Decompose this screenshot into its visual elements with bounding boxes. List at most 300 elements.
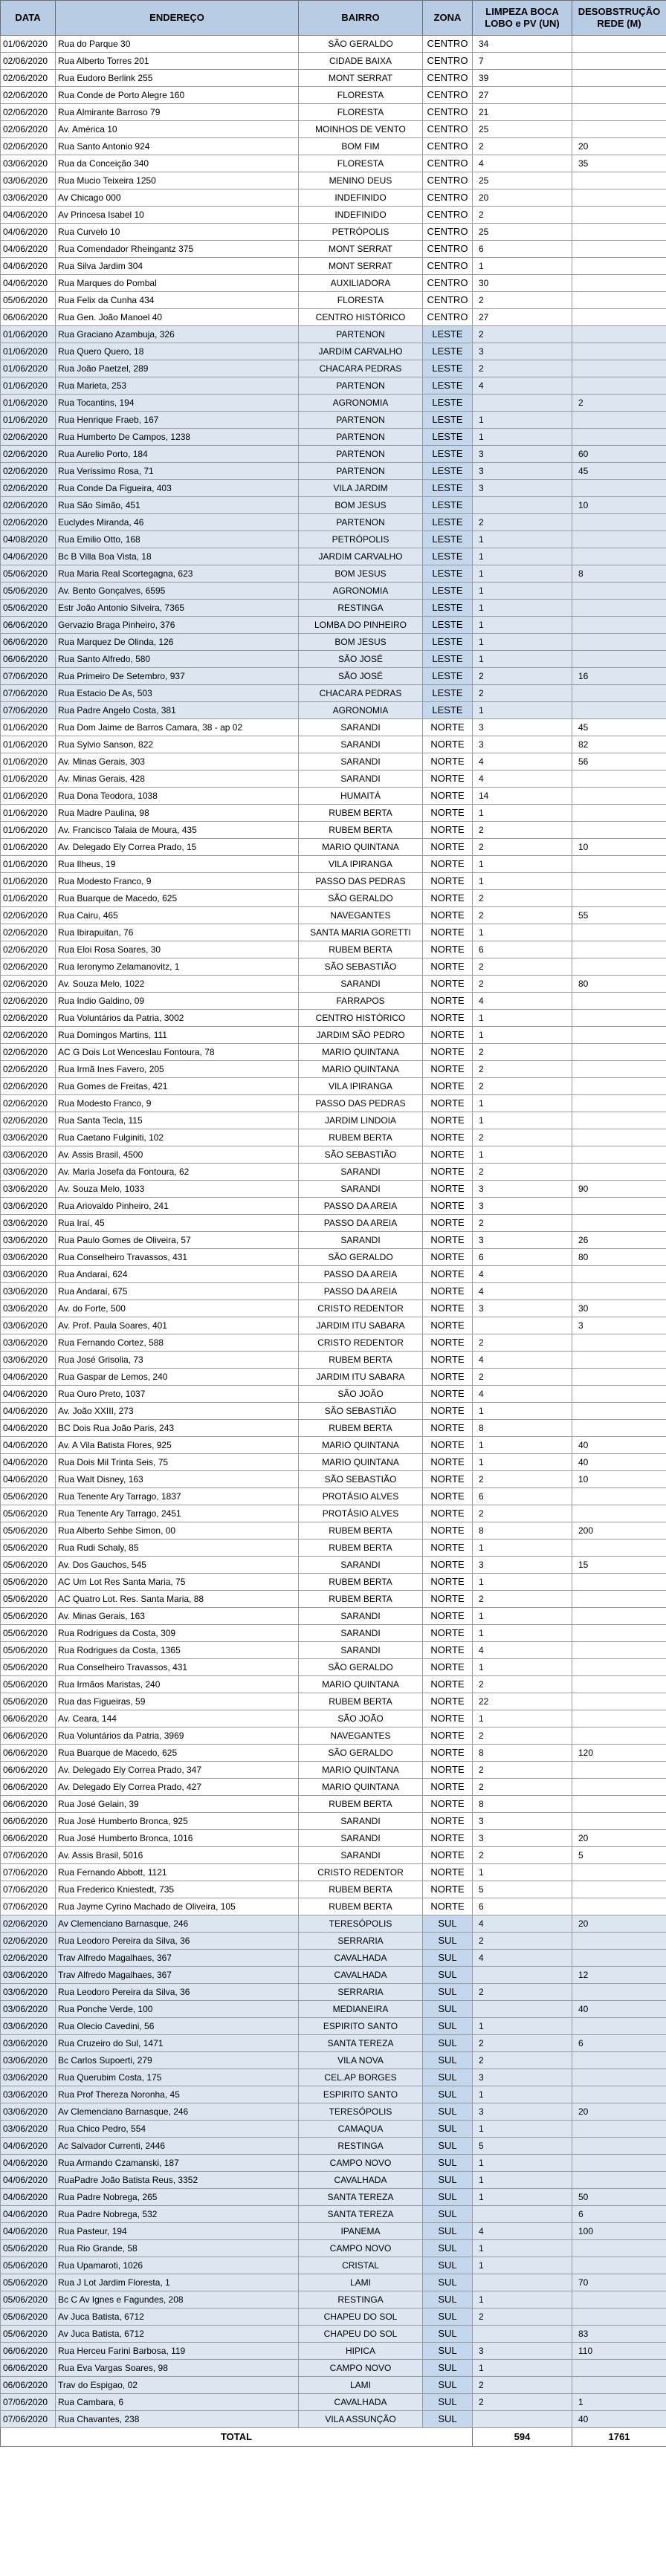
cell-zona: LESTE bbox=[423, 600, 473, 617]
cell-data: 02/06/2020 bbox=[1, 1044, 56, 1061]
cell-limpeza: 1 bbox=[473, 583, 572, 600]
cell-limpeza: 25 bbox=[473, 121, 572, 138]
cell-zona: NORTE bbox=[423, 1249, 473, 1266]
cell-endereco: Av Chicago 000 bbox=[56, 189, 299, 207]
cell-desobstrucao: 26 bbox=[572, 1232, 666, 1249]
cell-endereco: Euclydes Miranda, 46 bbox=[56, 514, 299, 531]
table-row bbox=[1, 1659, 666, 1676]
table-row bbox=[1, 770, 666, 788]
cell-desobstrucao bbox=[572, 822, 666, 839]
cell-zona: NORTE bbox=[423, 1454, 473, 1471]
cell-zona: CENTRO bbox=[423, 172, 473, 189]
cell-desobstrucao bbox=[572, 2155, 666, 2172]
cell-limpeza: 4 bbox=[473, 155, 572, 172]
cell-desobstrucao bbox=[572, 241, 666, 258]
cell-zona: LESTE bbox=[423, 548, 473, 565]
cell-endereco: Rua Primeiro De Setembro, 937 bbox=[56, 668, 299, 685]
cell-limpeza bbox=[473, 2001, 572, 2018]
table-row bbox=[1, 2257, 666, 2274]
cell-data: 03/06/2020 bbox=[1, 1215, 56, 1232]
cell-zona: NORTE bbox=[423, 1044, 473, 1061]
cell-bairro: PARTENON bbox=[299, 377, 423, 395]
cell-limpeza: 22 bbox=[473, 1693, 572, 1710]
cell-bairro: TERESÓPOLIS bbox=[299, 2103, 423, 2121]
cell-limpeza: 2 bbox=[473, 685, 572, 702]
cell-bairro: SÃO GERALDO bbox=[299, 1659, 423, 1676]
cell-bairro: RUBEM BERTA bbox=[299, 941, 423, 958]
table-row bbox=[1, 839, 666, 856]
table-row bbox=[1, 702, 666, 719]
cell-data: 04/06/2020 bbox=[1, 275, 56, 292]
cell-data: 02/06/2020 bbox=[1, 1933, 56, 1950]
cell-desobstrucao bbox=[572, 258, 666, 275]
table-row bbox=[1, 497, 666, 514]
cell-desobstrucao bbox=[572, 1403, 666, 1420]
table-row bbox=[1, 1146, 666, 1164]
table-row bbox=[1, 788, 666, 805]
cell-zona: NORTE bbox=[423, 1574, 473, 1591]
cell-limpeza: 7 bbox=[473, 53, 572, 70]
cell-data: 02/06/2020 bbox=[1, 446, 56, 463]
cell-endereco: Rua José Humberto Bronca, 925 bbox=[56, 1813, 299, 1830]
cell-data: 05/06/2020 bbox=[1, 2326, 56, 2343]
cell-zona: NORTE bbox=[423, 1078, 473, 1095]
cell-limpeza: 2 bbox=[473, 514, 572, 531]
cell-limpeza: 6 bbox=[473, 1249, 572, 1266]
cell-zona: CENTRO bbox=[423, 224, 473, 241]
cell-bairro: JARDIM ITU SABARA bbox=[299, 1317, 423, 1334]
cell-data: 01/06/2020 bbox=[1, 753, 56, 770]
cell-zona: LESTE bbox=[423, 531, 473, 548]
cell-limpeza: 2 bbox=[473, 668, 572, 685]
cell-limpeza: 3 bbox=[473, 343, 572, 360]
table-row bbox=[1, 1915, 666, 1933]
cell-zona: NORTE bbox=[423, 1659, 473, 1676]
cell-bairro: PROTÁSIO ALVES bbox=[299, 1505, 423, 1522]
cell-desobstrucao: 1 bbox=[572, 2394, 666, 2411]
cell-endereco: Rua Cairu, 465 bbox=[56, 907, 299, 924]
cell-bairro: CRISTAL bbox=[299, 2257, 423, 2274]
table-row bbox=[1, 2172, 666, 2189]
cell-limpeza: 1 bbox=[473, 429, 572, 446]
table-row bbox=[1, 1334, 666, 1352]
table-row bbox=[1, 719, 666, 736]
table-row bbox=[1, 1813, 666, 1830]
cell-zona: LESTE bbox=[423, 463, 473, 480]
cell-zona: CENTRO bbox=[423, 292, 473, 309]
cell-data: 03/06/2020 bbox=[1, 2018, 56, 2035]
cell-zona: SUL bbox=[423, 2018, 473, 2035]
cell-zona: NORTE bbox=[423, 1608, 473, 1625]
cell-endereco: Rua Modesto Franco, 9 bbox=[56, 873, 299, 890]
cell-desobstrucao: 200 bbox=[572, 1522, 666, 1540]
cell-zona: LESTE bbox=[423, 412, 473, 429]
cell-zona: CENTRO bbox=[423, 189, 473, 207]
table-row bbox=[1, 1950, 666, 1967]
cell-zona: NORTE bbox=[423, 1710, 473, 1727]
cell-endereco: Rua Upamaroti, 1026 bbox=[56, 2257, 299, 2274]
cell-limpeza: 1 bbox=[473, 2291, 572, 2309]
cell-bairro: RESTINGA bbox=[299, 2291, 423, 2309]
cell-limpeza: 1 bbox=[473, 2257, 572, 2274]
cell-desobstrucao: 55 bbox=[572, 907, 666, 924]
cell-bairro: RUBEM BERTA bbox=[299, 1693, 423, 1710]
cell-data: 04/06/2020 bbox=[1, 1369, 56, 1386]
table-row bbox=[1, 1881, 666, 1898]
cell-desobstrucao: 120 bbox=[572, 1745, 666, 1762]
cell-desobstrucao bbox=[572, 514, 666, 531]
cell-desobstrucao bbox=[572, 1146, 666, 1164]
cell-limpeza bbox=[473, 1967, 572, 1984]
cell-limpeza: 1 bbox=[473, 1095, 572, 1112]
table-row bbox=[1, 2035, 666, 2052]
cell-limpeza: 1 bbox=[473, 1146, 572, 1164]
cell-endereco: Rua Madre Paulina, 98 bbox=[56, 805, 299, 822]
cell-limpeza: 2 bbox=[473, 1847, 572, 1864]
cell-bairro: MOINHOS DE VENTO bbox=[299, 121, 423, 138]
cell-limpeza: 30 bbox=[473, 275, 572, 292]
cell-desobstrucao bbox=[572, 1266, 666, 1283]
cell-data: 06/06/2020 bbox=[1, 2343, 56, 2360]
table-row bbox=[1, 309, 666, 326]
cell-desobstrucao bbox=[572, 1198, 666, 1215]
cell-desobstrucao: 40 bbox=[572, 1437, 666, 1454]
cell-endereco: Rua Marques do Pombal bbox=[56, 275, 299, 292]
cell-bairro: PARTENON bbox=[299, 463, 423, 480]
cell-desobstrucao bbox=[572, 2309, 666, 2326]
cell-zona: NORTE bbox=[423, 1266, 473, 1283]
cell-data: 06/06/2020 bbox=[1, 1813, 56, 1830]
cell-limpeza: 1 bbox=[473, 565, 572, 583]
cell-data: 05/06/2020 bbox=[1, 292, 56, 309]
cell-data: 02/06/2020 bbox=[1, 429, 56, 446]
cell-zona: NORTE bbox=[423, 1010, 473, 1027]
cell-limpeza: 2 bbox=[473, 1471, 572, 1488]
cell-bairro: PARTENON bbox=[299, 326, 423, 343]
cell-zona: SUL bbox=[423, 2069, 473, 2086]
cell-bairro: MEDIANEIRA bbox=[299, 2001, 423, 2018]
table-row bbox=[1, 822, 666, 839]
cell-limpeza: 2 bbox=[473, 958, 572, 976]
cell-desobstrucao: 35 bbox=[572, 155, 666, 172]
cell-bairro: PARTENON bbox=[299, 446, 423, 463]
table-row bbox=[1, 976, 666, 993]
cell-data: 01/06/2020 bbox=[1, 770, 56, 788]
cell-limpeza: 3 bbox=[473, 2069, 572, 2086]
cell-zona: SUL bbox=[423, 2172, 473, 2189]
cell-endereco: Av Juca Batista, 6712 bbox=[56, 2326, 299, 2343]
cell-data: 04/06/2020 bbox=[1, 1437, 56, 1454]
cell-data: 02/06/2020 bbox=[1, 1078, 56, 1095]
header-zona: ZONA bbox=[423, 1, 473, 36]
cell-data: 02/06/2020 bbox=[1, 70, 56, 87]
cell-desobstrucao: 82 bbox=[572, 736, 666, 753]
cell-endereco: Rua Tenente Ary Tarrago, 2451 bbox=[56, 1505, 299, 1522]
table-row bbox=[1, 1574, 666, 1591]
cell-limpeza: 1 bbox=[473, 1864, 572, 1881]
cell-endereco: Bc B Villa Boa Vista, 18 bbox=[56, 548, 299, 565]
cell-data: 03/06/2020 bbox=[1, 1266, 56, 1283]
cell-data: 02/06/2020 bbox=[1, 138, 56, 155]
cell-endereco: Rua Almirante Barroso 79 bbox=[56, 104, 299, 121]
cell-desobstrucao bbox=[572, 172, 666, 189]
cell-bairro: SÃO SEBASTIÃO bbox=[299, 1403, 423, 1420]
cell-data: 03/06/2020 bbox=[1, 172, 56, 189]
cell-bairro: CAVALHADA bbox=[299, 1950, 423, 1967]
table-row bbox=[1, 1471, 666, 1488]
cell-desobstrucao: 12 bbox=[572, 1967, 666, 1984]
table-row bbox=[1, 1745, 666, 1762]
cell-endereco: Rua Gen. João Manoel 40 bbox=[56, 309, 299, 326]
cell-data: 04/06/2020 bbox=[1, 2206, 56, 2223]
table-row bbox=[1, 70, 666, 87]
cell-data: 07/06/2020 bbox=[1, 702, 56, 719]
cell-data: 06/06/2020 bbox=[1, 2377, 56, 2394]
cell-desobstrucao bbox=[572, 360, 666, 377]
cell-desobstrucao bbox=[572, 36, 666, 53]
cell-endereco: Av. Delegado Ely Correa Prado, 347 bbox=[56, 1762, 299, 1779]
cell-zona: SUL bbox=[423, 2274, 473, 2291]
cell-limpeza: 1 bbox=[473, 548, 572, 565]
cell-bairro: SÃO GERALDO bbox=[299, 1745, 423, 1762]
cell-zona: NORTE bbox=[423, 924, 473, 941]
cell-endereco: Rua Caetano Fulginiti, 102 bbox=[56, 1129, 299, 1146]
table-row bbox=[1, 1061, 666, 1078]
cell-bairro: RUBEM BERTA bbox=[299, 1574, 423, 1591]
cell-desobstrucao: 50 bbox=[572, 2189, 666, 2206]
cell-limpeza: 4 bbox=[473, 1915, 572, 1933]
cell-desobstrucao: 10 bbox=[572, 1471, 666, 1488]
cell-desobstrucao bbox=[572, 1779, 666, 1796]
cell-data: 04/06/2020 bbox=[1, 1386, 56, 1403]
cell-limpeza bbox=[473, 1317, 572, 1334]
cell-bairro: PASSO DA AREIA bbox=[299, 1266, 423, 1283]
cell-desobstrucao bbox=[572, 121, 666, 138]
cell-limpeza: 1 bbox=[473, 412, 572, 429]
cell-bairro: SANTA TEREZA bbox=[299, 2035, 423, 2052]
table-row bbox=[1, 1369, 666, 1386]
table-row bbox=[1, 1317, 666, 1334]
cell-desobstrucao bbox=[572, 207, 666, 224]
table-row bbox=[1, 1830, 666, 1847]
cell-bairro: RUBEM BERTA bbox=[299, 1540, 423, 1557]
cell-limpeza: 1 bbox=[473, 856, 572, 873]
cell-data: 01/06/2020 bbox=[1, 805, 56, 822]
cell-desobstrucao bbox=[572, 2069, 666, 2086]
cell-limpeza: 1 bbox=[473, 634, 572, 651]
cell-data: 03/06/2020 bbox=[1, 1198, 56, 1215]
cell-bairro: PETRÓPOLIS bbox=[299, 531, 423, 548]
table-row bbox=[1, 1779, 666, 1796]
cell-bairro: MARIO QUINTANA bbox=[299, 1454, 423, 1471]
cell-endereco: Rua Dois Mil Trinta Seis, 75 bbox=[56, 1454, 299, 1471]
cell-data: 05/06/2020 bbox=[1, 1659, 56, 1676]
cell-limpeza: 1 bbox=[473, 2121, 572, 2138]
cell-desobstrucao bbox=[572, 1933, 666, 1950]
table-body bbox=[1, 36, 666, 2428]
total-desobstrucao: 1761 bbox=[572, 2428, 666, 2447]
cell-endereco: Rua Dona Teodora, 1038 bbox=[56, 788, 299, 805]
cell-limpeza: 2 bbox=[473, 1984, 572, 2001]
cell-data: 02/06/2020 bbox=[1, 497, 56, 514]
table-row bbox=[1, 155, 666, 172]
cell-bairro: LOMBA DO PINHEIRO bbox=[299, 617, 423, 634]
cell-limpeza: 1 bbox=[473, 2155, 572, 2172]
cell-zona: NORTE bbox=[423, 1745, 473, 1762]
cell-data: 06/06/2020 bbox=[1, 1762, 56, 1779]
cell-data: 05/06/2020 bbox=[1, 2257, 56, 2274]
cell-bairro: MARIO QUINTANA bbox=[299, 1437, 423, 1454]
cell-data: 02/06/2020 bbox=[1, 907, 56, 924]
table-row bbox=[1, 1095, 666, 1112]
table-row bbox=[1, 377, 666, 395]
cell-desobstrucao bbox=[572, 2086, 666, 2103]
cell-limpeza: 2 bbox=[473, 1044, 572, 1061]
table-row bbox=[1, 685, 666, 702]
cell-endereco: Rua Domingos Martins, 111 bbox=[56, 1027, 299, 1044]
cell-zona: CENTRO bbox=[423, 121, 473, 138]
cell-limpeza: 1 bbox=[473, 1574, 572, 1591]
table-row bbox=[1, 2001, 666, 2018]
cell-endereco: Rua Leodoro Pereira da Silva, 36 bbox=[56, 1984, 299, 2001]
cell-limpeza bbox=[473, 2206, 572, 2223]
cell-desobstrucao: 16 bbox=[572, 668, 666, 685]
total-label: TOTAL bbox=[1, 2428, 473, 2447]
cell-zona: CENTRO bbox=[423, 309, 473, 326]
cell-data: 05/06/2020 bbox=[1, 1642, 56, 1659]
cell-endereco: Rua Felix da Cunha 434 bbox=[56, 292, 299, 309]
cell-data: 01/06/2020 bbox=[1, 890, 56, 907]
cell-data: 03/06/2020 bbox=[1, 189, 56, 207]
cell-endereco: Rua Sylvio Sanson, 822 bbox=[56, 736, 299, 753]
cell-desobstrucao bbox=[572, 651, 666, 668]
cell-endereco: Rua Rodrigues da Costa, 1365 bbox=[56, 1642, 299, 1659]
cell-bairro: SARANDI bbox=[299, 1164, 423, 1181]
cell-endereco: Rua Andaraí, 675 bbox=[56, 1283, 299, 1300]
cell-data: 02/06/2020 bbox=[1, 104, 56, 121]
cell-endereco: Rua Conselheiro Travassos, 431 bbox=[56, 1659, 299, 1676]
table-row bbox=[1, 36, 666, 53]
cell-endereco: Rua Graciano Azambuja, 326 bbox=[56, 326, 299, 343]
cell-endereco: Rua Cruzeiro do Sul, 1471 bbox=[56, 2035, 299, 2052]
cell-zona: NORTE bbox=[423, 1437, 473, 1454]
table-row bbox=[1, 1129, 666, 1146]
table-row bbox=[1, 2121, 666, 2138]
cell-limpeza: 1 bbox=[473, 258, 572, 275]
cell-bairro: PARTENON bbox=[299, 514, 423, 531]
table-row bbox=[1, 326, 666, 343]
cell-bairro: VILA NOVA bbox=[299, 2052, 423, 2069]
cell-zona: NORTE bbox=[423, 993, 473, 1010]
cell-endereco: Rua João Paetzel, 289 bbox=[56, 360, 299, 377]
cell-data: 01/06/2020 bbox=[1, 412, 56, 429]
cell-endereco: Av Princesa Isabel 10 bbox=[56, 207, 299, 224]
table-row bbox=[1, 600, 666, 617]
cell-desobstrucao bbox=[572, 788, 666, 805]
cell-bairro: SARANDI bbox=[299, 976, 423, 993]
cell-endereco: Av Clemenciano Barnasque, 246 bbox=[56, 2103, 299, 2121]
cell-limpeza bbox=[473, 2326, 572, 2343]
cell-endereco: Rua Ariovaldo Pinheiro, 241 bbox=[56, 1198, 299, 1215]
cell-data: 05/06/2020 bbox=[1, 1693, 56, 1710]
table-row bbox=[1, 87, 666, 104]
table-row bbox=[1, 2223, 666, 2240]
cell-zona: NORTE bbox=[423, 941, 473, 958]
cell-limpeza: 2 bbox=[473, 2377, 572, 2394]
cell-desobstrucao: 10 bbox=[572, 497, 666, 514]
cell-limpeza: 2 bbox=[473, 1762, 572, 1779]
cell-data: 03/06/2020 bbox=[1, 1283, 56, 1300]
cell-endereco: Rua Chico Pedro, 554 bbox=[56, 2121, 299, 2138]
cell-desobstrucao bbox=[572, 292, 666, 309]
cell-bairro: SARANDI bbox=[299, 1813, 423, 1830]
cell-data: 05/06/2020 bbox=[1, 583, 56, 600]
cell-limpeza: 4 bbox=[473, 377, 572, 395]
cell-bairro: SÃO SEBASTIÃO bbox=[299, 1146, 423, 1164]
table-row bbox=[1, 343, 666, 360]
cell-limpeza: 2 bbox=[473, 292, 572, 309]
cell-limpeza: 6 bbox=[473, 1488, 572, 1505]
cell-endereco: Rua Ilheus, 19 bbox=[56, 856, 299, 873]
total-limpeza: 594 bbox=[473, 2428, 572, 2447]
cell-bairro: SARANDI bbox=[299, 736, 423, 753]
table-row bbox=[1, 1027, 666, 1044]
table-row bbox=[1, 2309, 666, 2326]
cell-data: 06/06/2020 bbox=[1, 1745, 56, 1762]
cell-bairro: SERRARIA bbox=[299, 1984, 423, 2001]
cell-limpeza: 1 bbox=[473, 2189, 572, 2206]
cell-limpeza: 4 bbox=[473, 753, 572, 770]
table-row bbox=[1, 2240, 666, 2257]
table-row bbox=[1, 736, 666, 753]
cell-data: 05/06/2020 bbox=[1, 1540, 56, 1557]
cell-bairro: SANTA TEREZA bbox=[299, 2189, 423, 2206]
cell-endereco: Rua Emilio Otto, 168 bbox=[56, 531, 299, 548]
table-row bbox=[1, 1642, 666, 1659]
cell-bairro: AUXILIADORA bbox=[299, 275, 423, 292]
cell-endereco: Av. Dos Gauchos, 545 bbox=[56, 1557, 299, 1574]
cell-zona: SUL bbox=[423, 2257, 473, 2274]
cell-data: 07/06/2020 bbox=[1, 2411, 56, 2428]
cell-data: 03/06/2020 bbox=[1, 1334, 56, 1352]
cell-endereco: Rua Santo Antonio 924 bbox=[56, 138, 299, 155]
cell-endereco: Av Juca Batista, 6712 bbox=[56, 2309, 299, 2326]
cell-limpeza: 2 bbox=[473, 360, 572, 377]
cell-bairro: RUBEM BERTA bbox=[299, 1591, 423, 1608]
cell-bairro: SARANDI bbox=[299, 1830, 423, 1847]
cell-desobstrucao: 80 bbox=[572, 1249, 666, 1266]
cell-desobstrucao bbox=[572, 2240, 666, 2257]
cell-data: 04/06/2020 bbox=[1, 1454, 56, 1471]
cell-limpeza: 3 bbox=[473, 1232, 572, 1249]
cell-desobstrucao: 20 bbox=[572, 138, 666, 155]
cell-zona: LESTE bbox=[423, 702, 473, 719]
cell-zona: SUL bbox=[423, 2103, 473, 2121]
cell-desobstrucao bbox=[572, 2360, 666, 2377]
cell-zona: NORTE bbox=[423, 1061, 473, 1078]
cell-bairro: PASSO DAS PEDRAS bbox=[299, 873, 423, 890]
cell-desobstrucao bbox=[572, 1369, 666, 1386]
cell-zona: NORTE bbox=[423, 1796, 473, 1813]
cell-limpeza: 2 bbox=[473, 1334, 572, 1352]
cell-zona: SUL bbox=[423, 2138, 473, 2155]
cell-desobstrucao bbox=[572, 224, 666, 241]
cell-endereco: Rua Tocantins, 194 bbox=[56, 395, 299, 412]
cell-data: 01/06/2020 bbox=[1, 343, 56, 360]
table-row bbox=[1, 1352, 666, 1369]
cell-bairro: RUBEM BERTA bbox=[299, 1522, 423, 1540]
cell-limpeza: 3 bbox=[473, 2103, 572, 2121]
